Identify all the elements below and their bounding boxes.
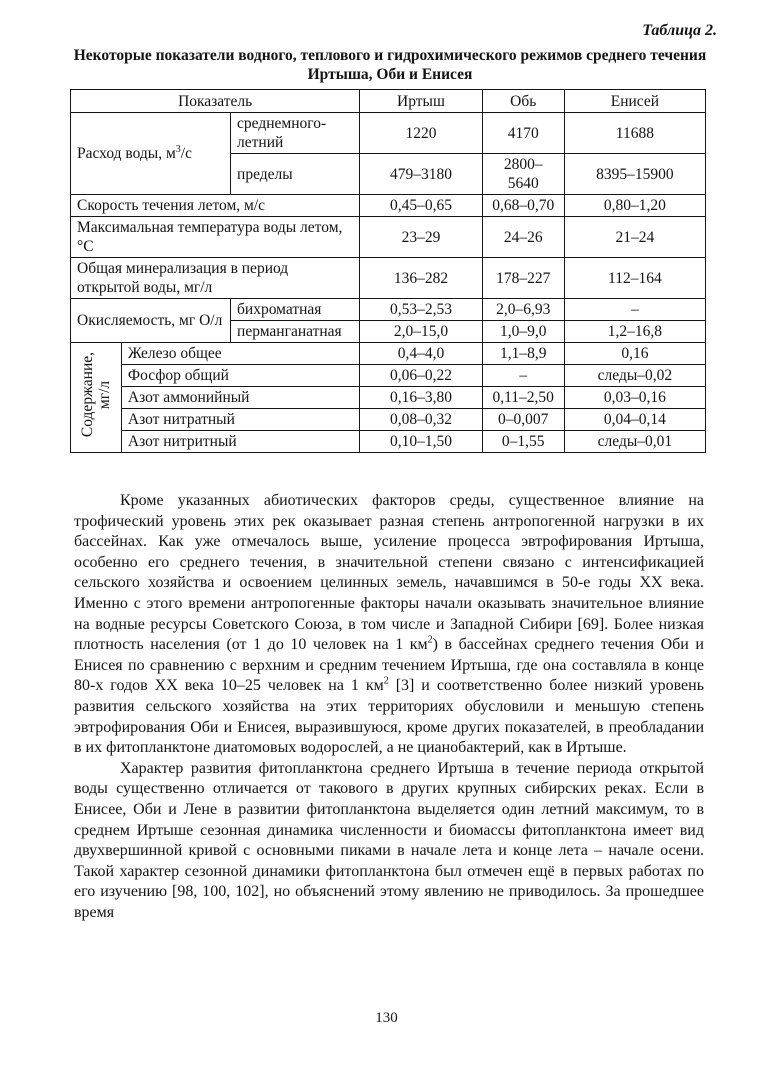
body-text: [74, 491, 704, 923]
max-temp-yenisei: 21–24: [564, 217, 705, 258]
table-row-speed: [71, 195, 706, 217]
mineralization-ob: 178–227: [482, 258, 564, 299]
phosphorus-yenisei: следы–0,02: [564, 365, 705, 387]
ammonium-irtysh: 0,16–3,80: [360, 387, 482, 409]
iron-yenisei: 0,16: [564, 343, 705, 365]
ammonium-yenisei: 0,03–0,16: [564, 387, 705, 409]
iron-irtysh: 0,4–4,0: [360, 343, 482, 365]
table-row-phosphorus: [71, 365, 706, 387]
permanganate-yenisei: 1,2–16,8: [564, 321, 705, 343]
nitrate-yenisei: 0,04–0,14: [564, 409, 705, 431]
discharge-mean-yenisei: 11688: [564, 113, 705, 154]
phosphorus-ob: –: [482, 365, 564, 387]
content-name-ammonium: Азот аммонийный: [121, 387, 359, 409]
nitrate-ob: 0–0,007: [482, 409, 564, 431]
bichromate-yenisei: –: [564, 299, 705, 321]
iron-ob: 1,1–8,9: [482, 343, 564, 365]
table-row-discharge-mean: [71, 113, 706, 154]
table-row-nitrate: [71, 409, 706, 431]
table-row-iron: [71, 343, 706, 365]
paragraph-2: Характер развития фитопланктона среднего Иртыша в течение периода открытой воды существенно отличается от такового в других крупных сибирских реках. Если в Енисее, Оби и Лене в развитии фитопланктона выделяется один летний максимум, то в среднем Иртыше сезонная динамика численности и биомассы фитопланктона имеет вид двухвершинной кривой с основными пиками в начале лета и конце лета – начале осени. Такой характер сезонной динамики фитопланктона был отмечен ещё в первых работах по его изучению [98, 100, 102], но объяснений этому явлению не приводилось. За прошедшее время: [74, 759, 704, 921]
speed-label: Скорость течения летом, м/с: [71, 195, 360, 217]
nitrite-ob: 0–1,55: [482, 431, 564, 453]
discharge-mean-label: среднемного-летний: [231, 113, 360, 154]
mineralization-label: Общая минерализация в период открытой воды, мг/л: [71, 258, 360, 299]
page-number: 130: [375, 1010, 398, 1026]
bichromate-irtysh: 0,53–2,53: [360, 299, 482, 321]
table-header-row: [71, 90, 706, 113]
max-temp-label: Максимальная температура воды летом, °С: [71, 217, 360, 258]
speed-yenisei: 0,80–1,20: [564, 195, 705, 217]
content-group-label: Содержание, мг/л: [71, 343, 122, 453]
paragraph-1: Кроме указанных абиотических факторов среды, существенное влияние на трофический уровень этих рек оказывает разная степень антропогенной нагрузки в их бассейнах. Как уже отмечалось выше, усиление процесса эвтрофирования Иртыша, особенно его среднего течения, в значительной степени связано с интенсификацией сельского хозяйства и освоением целинных земель, начавшимся в 50-е годы XX века. Именно с этого времени антропогенные факторы начали оказывать значительное влияние на водные ресурсы Советского Союза, в том числе и Западной Сибири [69]. Более низкая плотность населения (от 1 до 10 человек на 1 $км^2$) в бассейнах среднего течения Оби и Енисея по сравнению с верхним и средним течением Иртыша, где она составляла в конце 80-х годов XX века 10–25 человек на 1 $км^2$ [3] и соответственно более низкий уровень развития сельского хозяйства на этих территориях обусловили и меньшую степень эвтрофирования Оби и Енисея, выразившуюся, кроме других показателей, в преобладании в их фитопланктоне диатомовых водорослей, а не цианобактерий, как в Иртыше.: [74, 492, 705, 757]
nitrite-irtysh: 0,10–1,50: [360, 431, 482, 453]
discharge-mean-ob: 4170: [482, 113, 564, 154]
content-name-nitrate: Азот нитратный: [121, 409, 359, 431]
discharge-range-ob: 2800–5640: [482, 154, 564, 195]
content-name-nitrite: Азот нитритный: [121, 431, 359, 453]
header-indicator: Показатель: [71, 90, 360, 113]
content-name-phosphorus: Фосфор общий: [121, 365, 359, 387]
table-row-max-temp: [71, 217, 706, 258]
mineralization-irtysh: 136–282: [360, 258, 482, 299]
speed-irtysh: 0,45–0,65: [360, 195, 482, 217]
nitrate-irtysh: 0,08–0,32: [360, 409, 482, 431]
content-name-iron: Железо общее: [121, 343, 359, 365]
bichromate-label: бихроматная: [231, 299, 360, 321]
nitrite-yenisei: следы–0,01: [564, 431, 705, 453]
max-temp-irtysh: 23–29: [360, 217, 482, 258]
mineralization-yenisei: 112–164: [564, 258, 705, 299]
bichromate-ob: 2,0–6,93: [482, 299, 564, 321]
table-caption: Некоторые показатели водного, теплового и гидрохимического режимов среднего течения Иртыша, Оби и Енисея: [73, 47, 707, 83]
permanganate-ob: 1,0–9,0: [482, 321, 564, 343]
hydro-data-table: [70, 89, 706, 453]
table-row-ammonium: [71, 387, 706, 409]
discharge-range-irtysh: 479–3180: [360, 154, 482, 195]
table-number-label: Таблица 2.: [642, 22, 717, 39]
table-row-oxidability-bichromate: [71, 299, 706, 321]
header-yenisei: Енисей: [564, 90, 705, 113]
permanganate-label: перманганатная: [231, 321, 360, 343]
table-row-nitrite: [71, 431, 706, 453]
speed-ob: 0,68–0,70: [482, 195, 564, 217]
phosphorus-irtysh: 0,06–0,22: [360, 365, 482, 387]
max-temp-ob: 24–26: [482, 217, 564, 258]
permanganate-irtysh: 2,0–15,0: [360, 321, 482, 343]
discharge-label: Расход воды, $м^3/с$: [71, 113, 231, 195]
discharge-range-label: пределы: [231, 154, 360, 195]
header-ob: Обь: [482, 90, 564, 113]
oxidability-label: Окисляемость, мг О/л: [71, 299, 231, 343]
header-irtysh: Иртыш: [360, 90, 482, 113]
discharge-mean-irtysh: 1220: [360, 113, 482, 154]
ammonium-ob: 0,11–2,50: [482, 387, 564, 409]
table-row-mineralization: [71, 258, 706, 299]
discharge-range-yenisei: 8395–15900: [564, 154, 705, 195]
